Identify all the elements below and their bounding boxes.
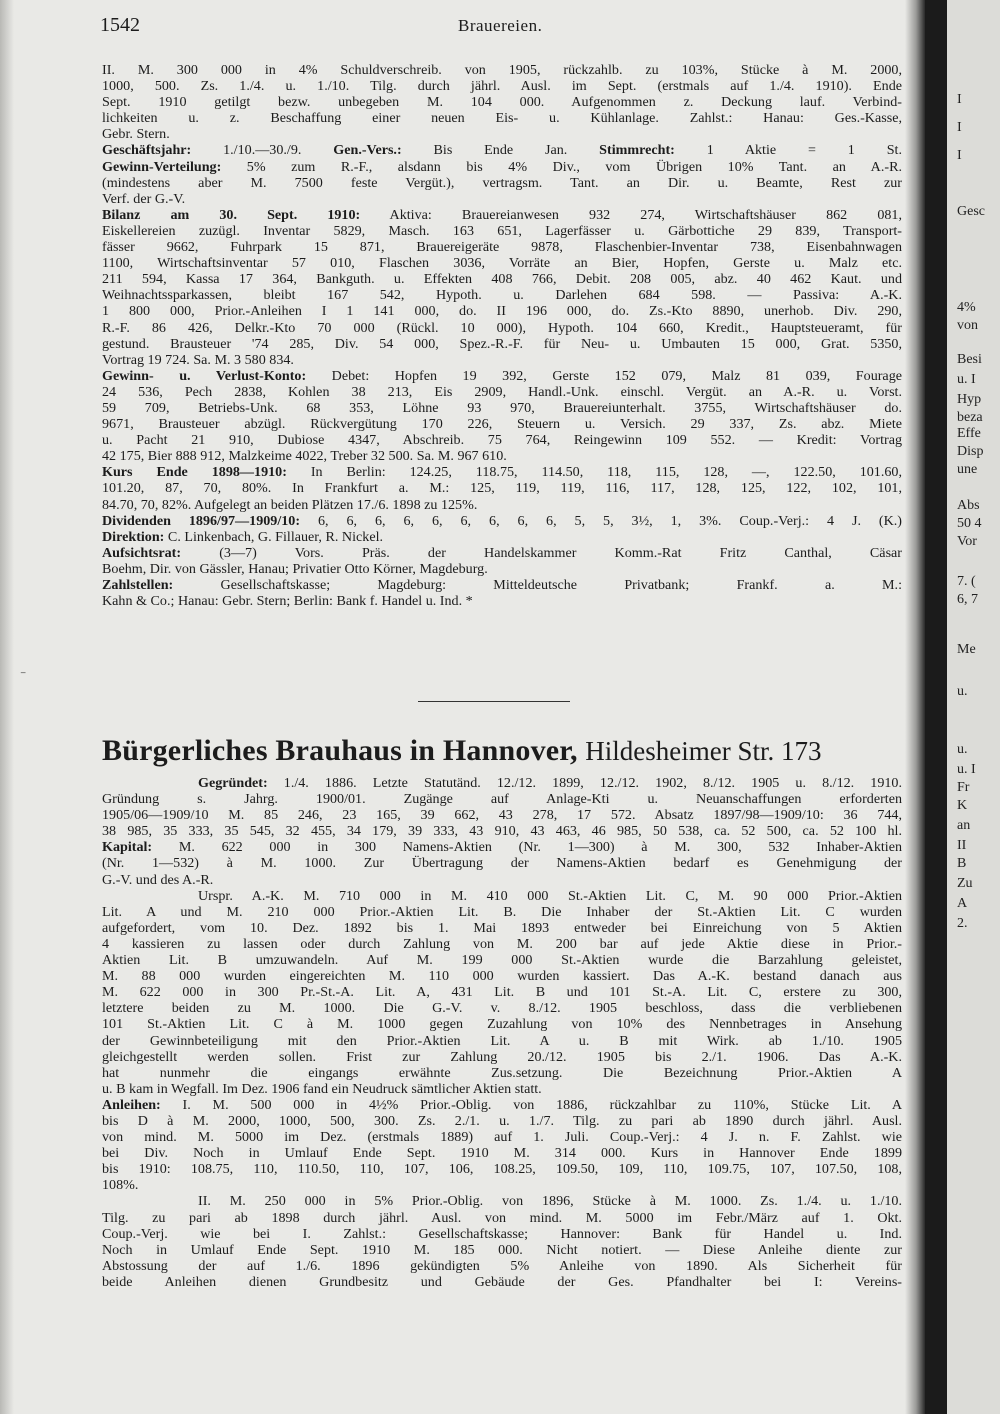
text-line: hat nunmehr die eingangs erwähnte Zus.setzung. Die Bezeichnung Prior.-Aktien A (102, 1064, 902, 1081)
facing-page-text: beza (957, 410, 983, 425)
facing-page-text: Gesc (957, 204, 985, 219)
margin-mark: ⁻ (20, 668, 27, 682)
text-line: Lit. A und M. 210 000 Prior.-Aktien Lit. B. Die Inhaber der St.-Aktien Lit. C wurden (102, 903, 902, 920)
facing-page-text: 2. (957, 916, 968, 931)
facing-page-text: von (957, 318, 978, 333)
text-line: der Gewinnbeteiligung mit den Prior.-Aktien Lit. A u. B mit Wirk. ab 1./10. 1905 (102, 1032, 902, 1049)
text-line: 101.20, 87, 70, 80%. In Frankfurt a. M.: 125, 119, 119, 116, 117, 128, 125, 122, 102, 101, (102, 480, 902, 497)
facing-page-text: 50 4 (957, 516, 982, 531)
text-line: 59 709, Betriebs-Unk. 68 353, Löhne 93 970, Brauereiunterhalt. 3755, Wirtschaftshäuser do. (102, 399, 902, 416)
text-line: 211 594, Kassa 17 364, Bankguth. u. Effekten 408 766, Debit. 208 005, abz. 40 462 Kaut. und (102, 271, 902, 288)
text-line: Vortrag 19 724. Sa. M. 3 580 834. (102, 351, 294, 368)
text-line: Gewinn-Verteilung: 5% zum R.-F., alsdann bis 4% Div., vom Übrigen 10% Tant. an A.-R. (102, 158, 902, 175)
text-line: beide Anleihen dienen Grundbesitz und Gebäude der Ges. Pfandhalter bei I: Vereins- (102, 1273, 902, 1290)
text-line: Coup.-Verj. wie bei I. Zahlst.: Gesellschaftskasse; Hannover: Bank für Handel u. Ind. (102, 1225, 902, 1242)
text-line: Kurs Ende 1898—1910: In Berlin: 124.25, 118.75, 114.50, 118, 115, 128, —, 122.50, 101.60, (102, 464, 902, 481)
text-line: R.-F. 86 426, Delkr.-Kto 70 000 (Rückl. 10 000), Hypoth. 104 660, Kredit., Hauptsteueramt, für (102, 319, 902, 336)
text-line: Aufsichtsrat: (3—7) Vors. Präs. der Handelskammer Komm.-Rat Fritz Canthal, Cäsar (102, 544, 902, 561)
text-line: Gründung s. Jahrg. 1900/01. Zugänge auf Anlage-Kti u. Neuanschaffungen erforderten (102, 791, 902, 808)
text-line: 108%. (102, 1177, 139, 1194)
facing-page-text: 4% (957, 300, 976, 315)
company-address: Hildesheimer Str. 173 (585, 736, 822, 766)
facing-page-text: Besi (957, 352, 982, 367)
company-entry (102, 733, 902, 1290)
facing-page-text: an (957, 818, 971, 833)
text-line: letztere beiden zu M. 1000. Die G.-V. v. 8./12. 1905 beschloss, dass die verbliebenen (102, 1000, 902, 1017)
facing-page-text: u. (957, 742, 968, 757)
text-line: Gewinn- u. Verlust-Konto: Debet: Hopfen 19 392, Gerste 152 079, Malz 81 039, Fourage (102, 367, 902, 384)
facing-page-text: 7. ( (957, 574, 976, 589)
text-line: Abstossung der auf 1./6. 1896 gekündigten 5% Anleihe von 1890. Als Sicherheit für (102, 1257, 902, 1274)
facing-page-text: Zu (957, 876, 973, 891)
text-line: 4 kassieren zu lassen oder durch Zahlung von M. 200 bar auf jede Aktie diese in Prior.- (102, 935, 902, 952)
text-line: bis 1910: 108.75, 110, 110.50, 110, 107, 106, 108.25, 109.50, 109, 110, 109.75, 107, 107.50, 108, (102, 1161, 902, 1178)
facing-page-text: u. I (957, 762, 976, 777)
facing-page-text: Vor (957, 534, 977, 549)
facing-page-text: B (957, 856, 967, 871)
text-line: 38 985, 35 333, 35 545, 32 455, 34 179, 39 333, 43 910, 43 463, 46 985, 50 538, ca. 52 500, ca. 52 100 hl. (102, 823, 902, 840)
text-line: M. 88 000 wurden eingereichten M. 110 000 wurden kassiert. Das A.-K. bestand danach aus (102, 968, 902, 985)
page-number: 1542 (100, 14, 140, 36)
text-line: Gebr. Stern. (102, 126, 170, 143)
text-line: gestund. Brausteuer '74 285, Div. 54 000, Spez.-R.-F. für Neu- u. Umbauten 15 000, Grat. 5350, (102, 335, 902, 352)
facing-page-text: I (957, 120, 962, 135)
text-line: lichkeiten u. z. Beschaffung einer neuen Eis- u. Kühlanlage. Zahlst.: Hanau: Ges.-Kasse, (102, 110, 902, 127)
text-line: Aktien Lit. B umzuwandeln. Auf M. 199 000 St.-Aktien wurde die Barzahlung geleistet, (102, 952, 902, 969)
text-line: Zahlstellen: Gesellschaftskasse; Magdeburg: Mitteldeutsche Privatbank; Frankf. a. M.: (102, 577, 902, 593)
facing-page-text: une (957, 462, 978, 477)
text-line: M. 622 000 in 300 Pr.-St.-A. Lit. A, 431 Lit. B und 101 St.-A. Lit. C, erstere zu 300, (102, 984, 902, 1001)
previous-company-entry (102, 62, 902, 609)
text-line: Dividenden 1896/97—1909/10: 6, 6, 6, 6, 6, 6, 6, 6, 6, 5, 5, 3½, 1, 3%. Coup.-Verj.: 4 J. (K.) (102, 512, 902, 529)
text-line: 84.70, 70, 82%. Aufgelegt an beiden Plätzen 17./6. 1898 zu 125%. (102, 496, 478, 513)
text-line: Geschäftsjahr: 1./10.—30./9. Gen.-Vers.: Bis Ende Jan. Stimmrecht: 1 Aktie = 1 St. (102, 142, 902, 159)
facing-page-text: II (957, 838, 967, 853)
text-line: (mindestens aber M. 7500 feste Vergüt.), vertragsm. Tant. an Dir. u. Beamte, Rest zur (102, 174, 902, 191)
text-line: 1 800 000, Prior.-Anleihen I 1 141 000, do. II 196 000, do. Zs.-Kto 8890, unerhob. Div. 290, (102, 303, 902, 320)
facing-page-text: A (957, 896, 968, 911)
text-line: bis D à M. 2000, 1000, 500, 300. Zs. 2./1. u. 1./7. Tilg. zu pari ab 1890 durch jährl. Ausl. (102, 1112, 902, 1129)
company-name: Bürgerliches Brauhaus in Hannover, (102, 734, 578, 767)
facing-page-text: Me (957, 642, 976, 657)
company-entry-body (102, 775, 902, 1290)
facing-page-text: I (957, 148, 962, 163)
text-line: Anleihen: I. M. 500 000 in 4½% Prior.-Oblig. von 1886, rückzahlbar zu 110%, Stücke Lit. A (102, 1096, 902, 1113)
text-line: aufgefordert, vom 10. Dez. 1892 bis 1. Mai 1893 entweder bei Einreichung von 5 Aktien (102, 919, 902, 936)
text-line: (Nr. 1—532) à M. 1000. Zur Übertragung der Namens-Aktien bedarf es Genehmigung der (102, 855, 902, 872)
text-line: u. B kam in Wegfall. Im Dez. 1906 fand ein Neudruck sämtlicher Aktien statt. (102, 1080, 542, 1097)
text-line: Bilanz am 30. Sept. 1910: Aktiva: Brauereianwesen 932 274, Wirtschaftshäuser 862 081, (102, 206, 902, 223)
text-line: 101 St.-Aktien Lit. C à M. 1000 gegen Zuzahlung von 10% des Nennbetrages in Ansehung (102, 1016, 902, 1033)
text-line: fässer 9662, Fuhrpark 15 871, Brauereigeräte 9878, Flaschenbier-Inventar 738, Eisenbahnwagen (102, 239, 902, 256)
text-line: G.-V. und des A.-R. (102, 871, 214, 888)
text-line: gleichgestellt werden sollen. Frist zur Zahlung 20./12. 1905 bis 2./1. 1906. Das A.-K. (102, 1048, 902, 1065)
facing-page-text: I (957, 92, 962, 107)
running-header: Brauereien. (458, 16, 543, 35)
book-gutter (925, 0, 947, 1414)
text-line: u. Pacht 21 910, Dubiose 4347, Abschreib. 75 764, Reingewinn 109 552. — Kredit: Vortrag (102, 432, 902, 449)
text-line: bei Div. Noch in Umlauf Ende Sept. 1910 M. 314 000. Kurs in Hannover Ende 1899 (102, 1145, 902, 1162)
facing-page-text: Disp (957, 444, 984, 459)
facing-page-text: Fr (957, 780, 970, 795)
facing-page-text: K (957, 798, 968, 813)
text-line: II. M. 300 000 in 4% Schuldverschreib. von 1905, rückzahlb. zu 103%, Stücke à M. 2000, (102, 62, 902, 78)
text-line: Noch in Umlauf Ende Sept. 1910 M. 185 000. Nicht notiert. — Diese Anleihe diente zur (102, 1241, 902, 1258)
text-line: Direktion: C. Linkenbach, G. Fillauer, R. Nickel. (102, 528, 384, 545)
text-line: II. M. 250 000 in 5% Prior.-Oblig. von 1896, Stücke à M. 1000. Zs. 1./4. u. 1./10. (198, 1193, 902, 1210)
company-heading (102, 733, 902, 771)
text-line: 1000, 500. Zs. 1./4. u. 1./10. Tilg. durch jährl. Ausl. im Sept. (erstmals auf 1./4. 1910). Ende (102, 78, 902, 95)
facing-page-text: u. (957, 684, 968, 699)
text-line: Tilg. zu pari ab 1898 durch jährl. Ausl. von mind. M. 5000 im Febr./März auf 1. Okt. (102, 1209, 902, 1226)
text-line: Gegründet: 1./4. 1886. Letzte Statutänd. 12./12. 1899, 12./12. 1902, 8./12. 1905 u. 8./12. 1910. (198, 775, 902, 791)
text-line: Kapital: M. 622 000 in 300 Namens-Aktien (Nr. 1—300) à M. 300, 532 Inhaber-Aktien (102, 839, 902, 856)
text-line: Kahn & Co.; Hanau: Gebr. Stern; Berlin: Bank f. Handel u. Ind. * (102, 593, 473, 610)
text-line: 9671, Brausteuer abzügl. Rückvergütung 170 226, Steuern u. Versich. 29 337, Zs. abz. Miete (102, 416, 902, 433)
text-line: 1905/06—1909/10 M. 85 246, 23 165, 39 662, 43 278, 17 572. Absatz 1897/98—1909/10: 36 744, (102, 807, 902, 824)
text-line: Weihnachtssparkassen, bleibt 167 542, Hypoth. u. Darlehen 684 598. — Passiva: A.-K. (102, 287, 902, 304)
page-fold-shadow (905, 0, 925, 1414)
facing-page-text: Effe (957, 426, 981, 441)
text-line: 1100, Wirtschaftsinventar 57 010, Flaschen 3036, Vorräte an Bier, Hopfen, Gerste u. Malz etc. (102, 255, 902, 272)
facing-page-text: Abs (957, 498, 980, 513)
facing-page-text: Hyp (957, 392, 982, 407)
facing-page-text: u. I (957, 372, 976, 387)
facing-page-fragment (947, 0, 1000, 1414)
text-line: 42 175, Bier 888 912, Malzkeime 4022, Treber 32 500. Sa. M. 967 610. (102, 448, 507, 465)
text-line: Sept. 1910 getilgt bezw. unbegeben M. 104 000. Aufgenommen z. Deckung lauf. Verbind- (102, 94, 902, 111)
text-line: Verf. der G.-V. (102, 190, 186, 207)
facing-page-text: 6, 7 (957, 592, 978, 607)
text-line: Urspr. A.-K. M. 710 000 in M. 410 000 St.-Aktien Lit. C, M. 90 000 Prior.-Aktien (198, 887, 902, 904)
scan-edge (0, 0, 14, 1414)
text-line: 24 536, Pech 2838, Kohlen 38 213, Eis 2909, Handl.-Unk. einschl. Vergüt. an A.-R. u. Vorst. (102, 383, 902, 400)
section-divider (418, 701, 570, 702)
text-line: Eiskellereien zuzügl. Inventar 5829, Masch. 163 651, Lagerfässer u. Gärbottiche 29 839, Transport- (102, 222, 902, 239)
text-line: von mind. M. 5000 im Dez. (erstmals 1889) auf 1. Juli. Coup.-Verj.: 4 J. n. F. Zahlst. wie (102, 1129, 902, 1146)
text-line: Boehm, Dir. von Gässler, Hanau; Privatier Otto Körner, Magdeburg. (102, 560, 488, 577)
